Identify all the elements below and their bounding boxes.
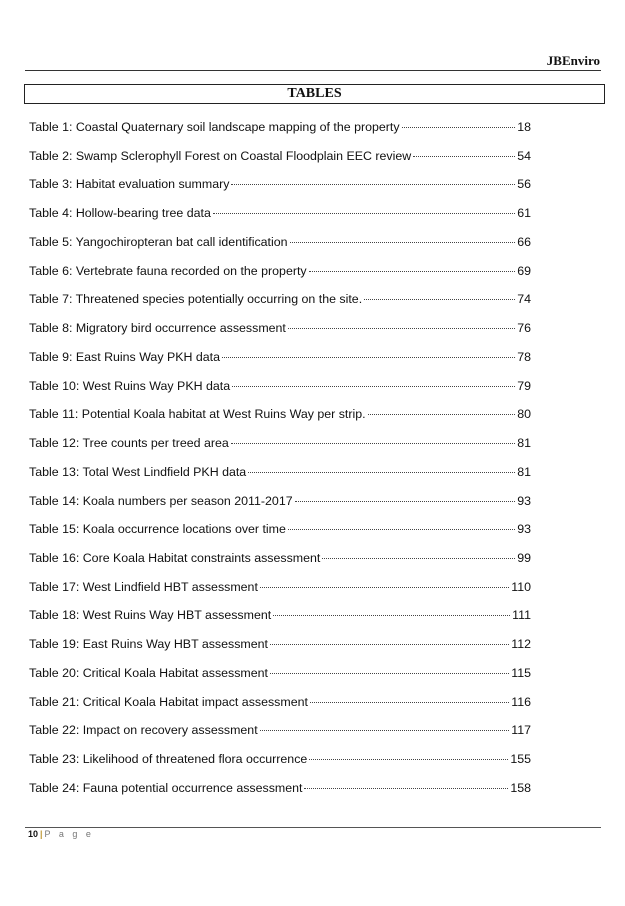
toc-entry-title: Table 6: Vertebrate fauna recorded on the property — [29, 263, 307, 278]
toc-entry-page: 66 — [517, 234, 531, 249]
toc-entry-title: Table 3: Habitat evaluation summary — [29, 177, 230, 192]
toc-dot-leader — [309, 271, 516, 272]
toc-dot-leader — [213, 213, 515, 214]
toc-dot-leader — [402, 127, 516, 128]
toc-entry-title: Table 10: West Ruins Way PKH data — [29, 378, 231, 393]
footer-separator: | — [40, 829, 43, 839]
toc-entry-title: Table 24: Fauna potential occurrence assessment — [29, 780, 303, 795]
toc-entry-page: 117 — [511, 723, 531, 738]
table-of-contents — [29, 113, 531, 803]
toc-entry-title: Table 13: Total West Lindfield PKH data — [29, 464, 247, 479]
toc-entry[interactable] — [29, 199, 531, 228]
toc-entry-page: 116 — [511, 694, 531, 709]
toc-entry[interactable] — [29, 372, 531, 401]
footer-rule — [25, 827, 601, 828]
toc-entry[interactable] — [29, 429, 531, 458]
toc-entry[interactable] — [29, 142, 531, 171]
toc-dot-leader — [270, 644, 509, 645]
toc-entry-page: 93 — [517, 493, 531, 508]
toc-entry[interactable] — [29, 170, 531, 199]
toc-dot-leader — [232, 386, 515, 387]
toc-dot-leader — [273, 615, 510, 616]
toc-entry[interactable] — [29, 774, 531, 803]
toc-entry[interactable] — [29, 343, 531, 372]
toc-entry-title: Table 16: Core Koala Habitat constraints assessment — [29, 551, 321, 566]
toc-entry[interactable] — [29, 601, 531, 630]
toc-entry-page: 54 — [517, 148, 531, 163]
toc-dot-leader — [310, 702, 509, 703]
toc-entry[interactable] — [29, 630, 531, 659]
toc-entry-page: 93 — [517, 522, 531, 537]
toc-entry-page: 115 — [511, 665, 531, 680]
toc-entry-page: 78 — [517, 349, 531, 364]
footer-page-number: 10 — [28, 829, 39, 839]
toc-entry-page: 18 — [517, 120, 531, 134]
toc-entry-title: Table 22: Impact on recovery assessment — [29, 723, 258, 738]
toc-entry[interactable] — [29, 487, 531, 516]
toc-entry[interactable] — [29, 228, 531, 257]
toc-entry-title: Table 19: East Ruins Way HBT assessment — [29, 637, 268, 652]
toc-entry-title: Table 11: Potential Koala habitat at West Ruins Way per strip. — [29, 407, 366, 422]
toc-entry-page: 158 — [510, 780, 531, 795]
toc-entry-page: 61 — [517, 206, 531, 221]
toc-entry[interactable] — [29, 257, 531, 286]
toc-entry-title: Table 5: Yangochiropteran bat call identification — [29, 234, 288, 249]
toc-entry-page: 111 — [512, 608, 531, 623]
page-title: TABLES — [24, 84, 605, 104]
toc-entry-title: Table 15: Koala occurrence locations over time — [29, 522, 286, 537]
toc-entry[interactable] — [29, 745, 531, 774]
toc-dot-leader — [222, 357, 515, 358]
toc-entry-page: 74 — [517, 292, 531, 307]
toc-dot-leader — [260, 587, 509, 588]
toc-dot-leader — [364, 299, 515, 300]
toc-dot-leader — [413, 156, 515, 157]
toc-entry[interactable] — [29, 688, 531, 717]
toc-entry-title: Table 4: Hollow-bearing tree data — [29, 206, 211, 221]
page-footer — [28, 829, 94, 839]
toc-dot-leader — [290, 242, 516, 243]
toc-entry-page: 155 — [510, 752, 531, 767]
toc-entry[interactable] — [29, 659, 531, 688]
toc-entry-page: 99 — [517, 551, 531, 566]
toc-dot-leader — [304, 788, 508, 789]
toc-dot-leader — [288, 529, 515, 530]
toc-entry-page: 112 — [511, 637, 531, 652]
toc-entry-title: Table 23: Likelihood of threatened flora occurrence — [29, 752, 308, 767]
toc-dot-leader — [295, 501, 516, 502]
toc-dot-leader — [260, 730, 510, 731]
toc-dot-leader — [270, 673, 509, 674]
toc-dot-leader — [231, 184, 515, 185]
toc-entry[interactable] — [29, 458, 531, 487]
toc-entry-title: Table 7: Threatened species potentially occurring on the site. — [29, 292, 363, 307]
toc-entry[interactable] — [29, 716, 531, 745]
toc-dot-leader — [288, 328, 515, 329]
toc-entry-title: Table 14: Koala numbers per season 2011-2017 — [29, 493, 293, 508]
toc-dot-leader — [309, 759, 508, 760]
toc-entry-page: 76 — [517, 321, 531, 336]
header-rule — [25, 70, 601, 71]
toc-entry[interactable] — [29, 400, 531, 429]
toc-entry-title: Table 1: Coastal Quaternary soil landscape mapping of the property — [29, 120, 400, 134]
toc-entry[interactable] — [29, 285, 531, 314]
toc-entry-page: 69 — [517, 263, 531, 278]
toc-entry[interactable] — [29, 314, 531, 343]
toc-entry[interactable] — [29, 113, 531, 142]
toc-entry-title: Table 12: Tree counts per treed area — [29, 436, 229, 451]
footer-page-label: P a g e — [44, 829, 94, 839]
toc-entry-title: Table 8: Migratory bird occurrence assessment — [29, 321, 286, 336]
toc-dot-leader — [368, 414, 516, 415]
toc-entry-page: 80 — [517, 407, 531, 422]
toc-dot-leader — [322, 558, 515, 559]
toc-entry-title: Table 18: West Ruins Way HBT assessment — [29, 608, 272, 623]
toc-entry-title: Table 21: Critical Koala Habitat impact assessment — [29, 694, 308, 709]
toc-entry-page: 79 — [517, 378, 531, 393]
toc-entry[interactable] — [29, 544, 531, 573]
toc-entry-page: 56 — [517, 177, 531, 192]
toc-entry-title: Table 17: West Lindfield HBT assessment — [29, 579, 258, 594]
toc-dot-leader — [248, 472, 515, 473]
toc-entry-page: 110 — [511, 579, 531, 594]
toc-entry-page: 81 — [517, 436, 531, 451]
toc-entry-title: Table 9: East Ruins Way PKH data — [29, 349, 220, 364]
toc-entry-page: 81 — [517, 464, 531, 479]
toc-dot-leader — [231, 443, 515, 444]
toc-entry-title: Table 2: Swamp Sclerophyll Forest on Coastal Floodplain EEC review — [29, 148, 412, 163]
toc-entry[interactable] — [29, 515, 531, 544]
toc-entry[interactable] — [29, 573, 531, 602]
toc-entry-title: Table 20: Critical Koala Habitat assessment — [29, 665, 268, 680]
header-brand: JBEnviro — [546, 53, 600, 68]
